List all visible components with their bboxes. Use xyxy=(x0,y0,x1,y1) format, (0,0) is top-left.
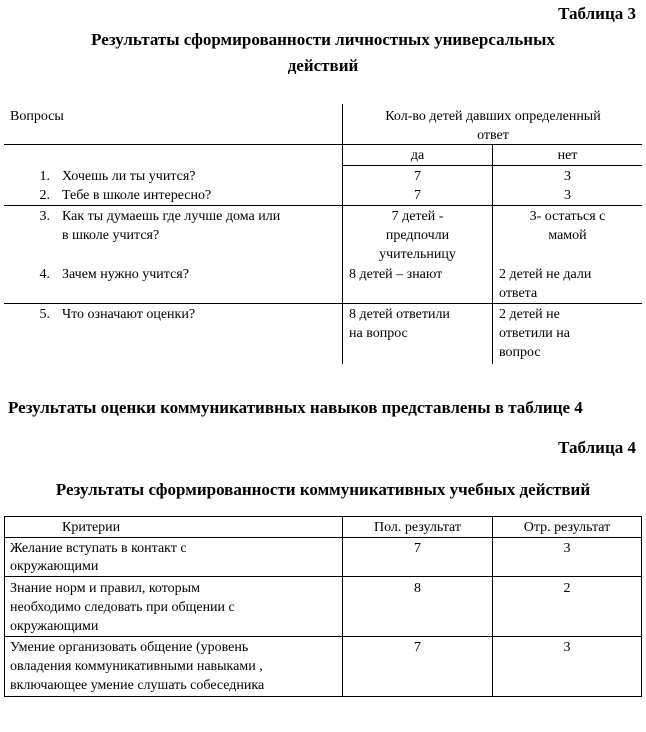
table4-title: Результаты сформированности коммуникативных учебных действий xyxy=(55,480,591,499)
no-value: вопрос xyxy=(499,345,541,360)
criteria-text: необходимо следовать при общении с xyxy=(10,600,235,615)
table4-rule xyxy=(4,537,642,538)
header-no: нет xyxy=(557,148,578,163)
negative-value: 3 xyxy=(563,640,571,655)
no-value: 2 детей не xyxy=(499,307,560,322)
table3-title-line1: Результаты сформированности личностных универсальных xyxy=(91,30,555,49)
header-count-line2: ответ xyxy=(477,128,509,143)
question-text: Хочешь ли ты учится? xyxy=(62,169,196,184)
yes-value: 8 детей – знают xyxy=(349,267,443,282)
table3-rule xyxy=(4,205,642,206)
table4-divider xyxy=(4,516,5,697)
question-text: Что означают оценки? xyxy=(62,307,196,322)
table4-rule xyxy=(4,696,642,697)
positive-value: 7 xyxy=(414,640,421,655)
table4-divider xyxy=(641,516,642,697)
criteria-text: овладения коммуникативными навыками , xyxy=(10,659,263,674)
yes-value: на вопрос xyxy=(349,326,408,341)
row-number: 1. xyxy=(39,169,50,184)
no-value: мамой xyxy=(548,228,587,243)
positive-value: 8 xyxy=(414,581,421,596)
question-text: в школе учится? xyxy=(62,228,160,243)
no-value: 3 xyxy=(564,188,571,203)
criteria-text: Знание норм и правил, которым xyxy=(10,581,200,596)
row-number: 3. xyxy=(39,209,50,224)
header-criteria: Критерии xyxy=(62,520,121,535)
criteria-text: Желание вступать в контакт с xyxy=(10,541,187,556)
yes-value: учительницу xyxy=(379,247,456,262)
intro-text: Результаты оценки коммуникативных навыков представлены в таблице 4 xyxy=(8,398,583,417)
yes-value: 7 xyxy=(414,169,421,184)
yes-value: предпочли xyxy=(385,228,450,243)
yes-value: 7 xyxy=(414,188,421,203)
negative-value: 3 xyxy=(563,541,571,556)
criteria-text: включающее умение слушать собеседника xyxy=(10,678,265,693)
header-yes: да xyxy=(410,148,425,163)
table3-title-line2: действий xyxy=(287,56,359,75)
row-number: 4. xyxy=(39,267,50,282)
no-value: 3 xyxy=(564,169,571,184)
positive-value: 7 xyxy=(414,541,421,556)
header-negative: Отр. результат xyxy=(523,520,611,535)
question-text: Зачем нужно учится? xyxy=(62,267,189,282)
yes-value: 8 детей ответили xyxy=(349,307,450,322)
criteria-text: Умение организовать общение (уровень xyxy=(10,640,249,655)
no-value: 2 детей не дали xyxy=(499,267,592,282)
table4-rule xyxy=(4,576,642,577)
table4-rule xyxy=(4,516,642,517)
table4-rule xyxy=(4,636,642,637)
row-number: 2. xyxy=(39,188,50,203)
header-count-line1: Кол-во детей давших определенный xyxy=(385,109,601,124)
question-text: Тебе в школе интересно? xyxy=(62,188,212,203)
question-text: Как ты думаешь где лучше дома или xyxy=(62,209,281,224)
no-value: 3- остаться с xyxy=(529,209,606,224)
table4-caption: Таблица 4 xyxy=(558,438,636,457)
table3-caption: Таблица 3 xyxy=(558,4,636,23)
row-number: 5. xyxy=(39,307,50,322)
no-value: ответа xyxy=(499,286,538,301)
negative-value: 2 xyxy=(563,581,571,596)
criteria-text: окружающими xyxy=(10,559,99,574)
no-value: ответили на xyxy=(499,326,570,341)
yes-value: 7 детей - xyxy=(391,209,444,224)
header-positive: Пол. результат xyxy=(373,520,461,535)
criteria-text: окружающими xyxy=(10,619,99,634)
header-questions: Вопросы xyxy=(10,109,64,124)
table3-rule xyxy=(4,303,642,304)
